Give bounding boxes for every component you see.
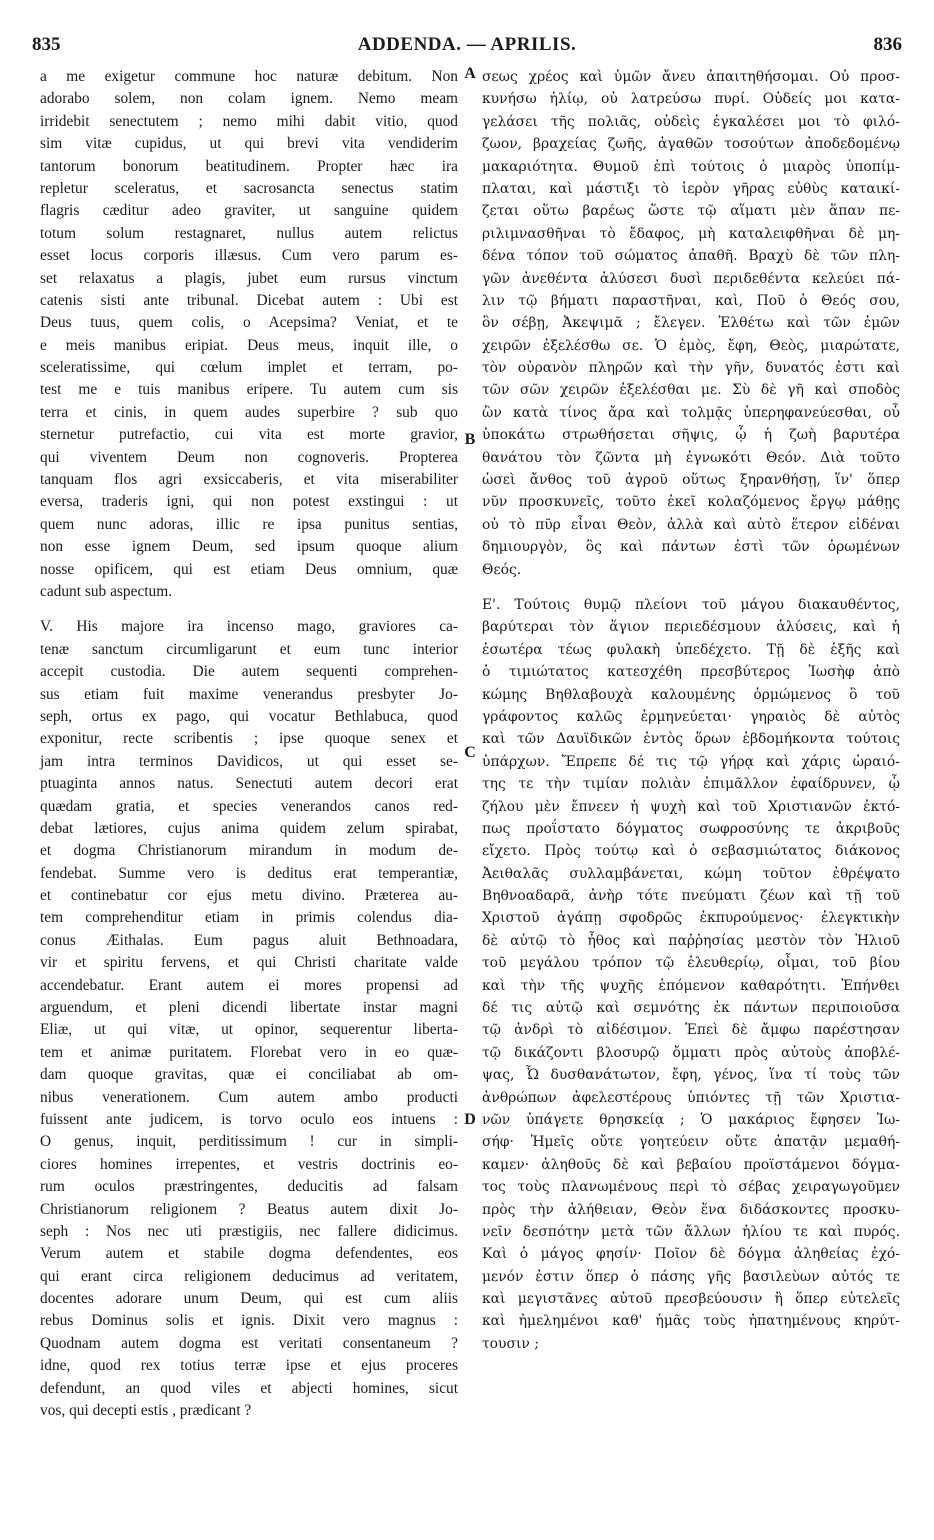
text-line: Christianorum religionem ? Beatus autem dixit Jo- xyxy=(40,1200,458,1218)
section-marker-a: A xyxy=(464,65,476,82)
text-line: tem et animæ puritatem. Florebat vero in eo quæ- xyxy=(40,1043,458,1061)
text-line: Eliæ, ut qui vitæ, ut opinor, sequerentur liberta- xyxy=(40,1021,458,1039)
text-line: a me exigetur commune hoc naturæ debitum. Non xyxy=(40,68,458,85)
text-line: μακαριότητα. Θυμοῦ ἐπὶ τούτοις ὁ μιαρὸς ὑποπίμ- xyxy=(482,158,900,175)
text-line: λιν τῷ βήματι παραστῆναι, καὶ, Ποῦ ὁ Θεός σου, xyxy=(482,292,900,309)
text-line: sim vitæ cupidus, ut qui brevi vita vendiderim xyxy=(40,135,458,153)
text-line: εἴχετο. Πρὸς τούτῳ καὶ ὁ σεβασμιώτατος διάκονος xyxy=(482,843,900,860)
text-line: non esse ignem Deum, sed ipsum quoque alium xyxy=(40,538,458,556)
text-line: δένα τόπον τοῦ σώματος ἀπαθῆ. Βραχὺ δὲ τῶν πλη- xyxy=(482,248,900,265)
text-line: defendunt, an quod viles et abjecti homines, sicut xyxy=(40,1379,458,1397)
text-line: Χριστοῦ ἀγάπῃ σφοδρῶς ἐκπυρούμενος· ἐλεγκτικὴν xyxy=(482,910,900,927)
text-line: docentes adorare unum Deum, qui est cum aliis xyxy=(40,1290,458,1308)
text-line: totum solum restagnaret, nullus autem relictus xyxy=(40,224,458,242)
text-line: σήφ· Ἡμεῖς οὔτε γοητεύειν οὔτε ἀπατᾷν μεμαθή- xyxy=(482,1134,900,1151)
text-line: idne, quod rex totius terræ ipse et ejus proceres xyxy=(40,1357,458,1375)
section-marker-c: C xyxy=(464,744,476,761)
text-line: tenæ sanctum circumligarunt et eum tunc interior xyxy=(40,640,458,658)
text-line: δημιουργὸν, ὃς καὶ πάντων ἐστὶ τῶν ὁρωμένων xyxy=(482,539,900,556)
text-line: et continebatur cor ejus metu divino. Præterea au- xyxy=(40,887,458,905)
text-line: νῶν ὑπάγετε θρησκείᾳ ; Ὁ μακάριος ἔφησεν Ἰω- xyxy=(482,1111,900,1128)
text-line: ptuaginta annos natus. Senectuti autem decori erat xyxy=(40,775,458,793)
text-line: Βηθνοαδαρᾶ, ἀνὴρ τότε πνεύματι ζέων καὶ τῇ τοῦ xyxy=(482,888,900,905)
text-line: exponitur, recte scribentis ; ipse quoque senex et xyxy=(40,730,458,748)
text-line: ὑποκάτω στρωθήσεται σῆψις, ᾧ ἡ ζωὴ βαρυτέρα xyxy=(482,427,900,444)
text-line: ὑπάρχων. Ἔπρεπε δέ τις τῷ γήρᾳ καὶ χάρις ὡραιό- xyxy=(482,753,900,770)
greek-paragraph-1 xyxy=(482,66,900,581)
text-line: καὶ μεγιστᾶνες αὐτοῦ πρεσβεύουσιν ἢ ὅπερ εὐτελεῖς xyxy=(482,1291,900,1308)
text-line: irridebit senectutem ; nemo mihi dabit vitio, quod xyxy=(40,112,458,130)
text-line: quem nunc adoras, illic re ipsa punitus sentias, xyxy=(40,515,458,533)
text-line: conus Æithalas. Eum pagus aluit Bethnoadara, xyxy=(40,931,458,949)
text-line: ὁ τιμιώτατος κατεσχέθη πρεσβύτερος Ἰωσὴφ ἀπὸ xyxy=(482,664,900,681)
greek-column xyxy=(482,66,900,1355)
text-line: πλαται, καὶ μάστιξι τὸ ἱερὸν γῆρας εὐθὺς καταικί- xyxy=(482,180,900,197)
section-marker-d: D xyxy=(464,1111,476,1128)
text-line: κώμης Βηθλαβουχὰ καλουμένης ὁρμώμενος ὃ τοῦ xyxy=(482,686,900,703)
text-line: θανάτου τὸν ζῶντα μὴ ἐγνωκότι Θεόν. Διὰ τοῦτο xyxy=(482,449,900,466)
text-line: Ε'. Τούτοις θυμῷ πλείονι τοῦ μάγου διακαυθέντος, xyxy=(482,596,900,613)
text-line: τῶν σῶν χειρῶν ἐξελέσθαι με. Σὺ δὲ γῆ καὶ σποδὸς xyxy=(482,382,900,399)
text-line: rebus Dominus solis et ignis. Dixit vero magnus : xyxy=(40,1312,458,1330)
text-line: seph : Nos nec uti præstigiis, nec fallere didicimus. xyxy=(40,1222,458,1240)
text-line: tantorum bonorum beatitudinem. Propter hæc ira xyxy=(40,157,458,175)
text-line: ὃν σέβῃ, Ἀκεψιμᾶ ; ἔλεγεν. Ἐλθέτω καὶ τῶν ἐμῶν xyxy=(482,315,900,332)
text-line: ἐσωτέρα τέως φυλακὴ ὑπεδέχετο. Τῇ δὲ ἑξῆς καὶ xyxy=(482,641,900,658)
text-line: seph, ortus ex pago, qui vocatur Bethlabuca, quod xyxy=(40,707,458,725)
page-number-left: 835 xyxy=(32,34,61,55)
text-line: ζήλου μὲν ἔπνεεν ἡ ψυχὴ καὶ τοῦ Χριστιανῶν ἐκτό- xyxy=(482,798,900,815)
text-line: ὡσεὶ ἄνθος τοῦ ἀγροῦ οὕτως ξηρανθήσῃ, ἵν' ὅπερ xyxy=(482,472,900,489)
text-line: accepit custodia. Die autem sequenti comprehen- xyxy=(40,663,458,681)
text-line: γῶν ἀνεθέντα ἁλύσεσι δυσὶ περιδεθέντα κελεύει πά- xyxy=(482,270,900,287)
text-line: tem comprehenditur etiam in primis colendus dia- xyxy=(40,909,458,927)
text-line: σεως χρέος καὶ ὑμῶν ἄνευ ἀπαιτηθήσομαι. Οὐ προσ- xyxy=(482,69,900,85)
text-line: ψας, Ὦ δυσθανάτωτον, ἔφη, γένος, ἵνα τί τοὺς τῶν xyxy=(482,1067,900,1084)
text-line: set relaxatus a plagis, jubet eum rursus vinctum xyxy=(40,269,458,287)
text-line: ciores homines irrepentes, et vestris doctrinis eo- xyxy=(40,1155,458,1173)
text-line: δὲ αὐτῷ τὸ ἦθος καὶ παῤῥησίας μεστὸν τὸν Ἠλιοῦ xyxy=(482,932,900,949)
latin-paragraph-1 xyxy=(40,66,458,603)
text-line: e meis manibus eripiat. Deus meus, inquit ille, o xyxy=(40,336,458,354)
text-line: V. His majore ira incenso mago, graviores ca- xyxy=(40,618,458,636)
paragraph-gap xyxy=(40,603,458,616)
text-line: καὶ ἠμελημένοι καθ' ἡμᾶς τοὺς ἠπατημένους κηρύτ- xyxy=(482,1313,900,1330)
text-line: τοῦ μεγάλου τρόπον τῷ ἐλευθερίῳ, οἶμαι, τοῦ βίου xyxy=(482,955,900,972)
text-line: fendebat. Summe vero is deditus erat temperantiæ, xyxy=(40,864,458,882)
text-line: flagris cæditur adeo graviter, ut sanguine quidem xyxy=(40,202,458,220)
text-line: ὢν κατὰ τίνος ἄρα καὶ τολμᾷς ὑπερηφανεύεσθαι, οὗ xyxy=(482,404,900,421)
text-line: sternetur putrefactio, cui vita est morte gravior, xyxy=(40,426,458,444)
text-line: καὶ τῶν Δαυϊδικῶν ἐντὸς ὅρων ἑβδομήκοντα τούτοις xyxy=(482,731,900,748)
text-line: tanquam flos agri exsiccaberis, et vita miserabiliter xyxy=(40,471,458,489)
text-line: γράφοντος καλῶς ἑρμηνεύεται· γηραιὸς δὲ αὐτὸς xyxy=(482,708,900,725)
text-line: Verum autem et stabile dogma defendentes, eos xyxy=(40,1245,458,1263)
text-line: rum oculos præstringentes, deducitis ad falsam xyxy=(40,1178,458,1196)
text-line: κυνήσω ἡλίῳ, οὐ λατρεύσω πυρί. Οὐδείς μοι κατα- xyxy=(482,91,900,108)
text-line: μενόν ἐστιν ὅπερ ὁ πάσης γῆς βασιλεὺων αὐτός τε xyxy=(482,1268,900,1285)
text-line: ζεται οὕτω βαρέως ὥστε τῷ αἵματι μὲν ἅπαν πε- xyxy=(482,203,900,220)
text-line: τῷ ἀνδρὶ τὸ αἰδέσιμον. Ἐπεὶ δὲ ἄμφω παρέστησαν xyxy=(482,1022,900,1039)
text-line: qui erant circa religionem deducimus ad veritatem, xyxy=(40,1267,458,1285)
text-line: τος τοὺς πλανωμένους περὶ τὸ σέβας χειραγωγοῦμεν xyxy=(482,1179,900,1196)
text-line: πρὸς τὴν ἀλήθειαν, Θεὸν ἕνα διδάσκοντες προσκυ- xyxy=(482,1201,900,1218)
text-line: adorabo solem, non colam ignem. Nemo meam xyxy=(40,90,458,108)
text-line: Καὶ ὁ μάγος φησίν· Ποῖον δὲ δόγμα ἀληθείας ἐχό- xyxy=(482,1246,900,1263)
running-title: ADDENDA. — APRILIS. xyxy=(357,34,577,55)
text-line: Θεός. xyxy=(482,561,522,578)
text-line: test me e tuis manibus eripere. Tu autem cum sis xyxy=(40,381,458,399)
text-line: sus etiam fuit maxime venerandus presbyter Jo- xyxy=(40,685,458,703)
text-line: ζωον, βραχείας ζωῆς, ἀγαθῶν τοσούτων ἀποδεδομένῳ xyxy=(482,136,900,153)
text-line: quædam gratia, et species venerandos canos red- xyxy=(40,797,458,815)
latin-paragraph-2 xyxy=(40,616,458,1422)
text-line: οὐ τὸ πῦρ εἶναι Θεὸν, ἀλλὰ καὶ αὐτὸ ἕτερον εἰδέναι xyxy=(482,516,900,533)
text-line: repletur sceleratus, et sacrosancta senectus statim xyxy=(40,179,458,197)
text-line: sceleratissime, qui cœlum implet et terram, po- xyxy=(40,359,458,377)
greek-paragraph-2 xyxy=(482,594,900,1355)
text-line: πως προΐστατο δόγματος σωφροσύνης τε ἀκριβοῦς xyxy=(482,820,900,837)
text-line: nosse opificem, qui est etiam Deus omnium, quæ xyxy=(40,560,458,578)
text-line: jam intra terminos Davidicos, ut qui esset se- xyxy=(40,752,458,770)
text-line: nibus venerationem. Cum autem ambo producti xyxy=(40,1088,458,1106)
text-line: qui viventem Deum non cognoveris. Propterea xyxy=(40,448,458,466)
text-line: τὸν οὐρανὸν πληρῶν καὶ τὴν γῆν, δυνατός ἐστι καὶ xyxy=(482,360,900,377)
text-line: dam quoque gravitas, quæ ei conciliabat ab om- xyxy=(40,1066,458,1084)
text-line: τῷ δικάζοντι βλοσυρῷ ὄμματι πρὸς αὐτοὺς ἀποβλέ- xyxy=(482,1044,900,1061)
text-line: τουσιν ; xyxy=(482,1335,539,1352)
text-line: της τε τὴν τιμίαν πολιὰν ἐπιμᾶλλον ἐφαίδρυνεν, ᾧ xyxy=(482,776,900,793)
running-header xyxy=(32,34,902,58)
text-line: catenis sisti ante tribunal. Dicebat autem : Ubi est xyxy=(40,291,458,309)
section-marker-b: B xyxy=(464,431,476,448)
text-line: ριλιμνασθῆναι τὸ ἔδαφος, μὴ καταλειφθῆναι δὲ μη- xyxy=(482,225,900,242)
text-line: καμεν· ἀληθοῦς δὲ καὶ βεβαίου προϊστάμενοι δόγμα- xyxy=(482,1156,900,1173)
text-line: χειρῶν ἐξελέσθω σε. Ὁ ἐμὸς, ἔφη, Θεὸς, μιαρώτατε, xyxy=(482,337,900,354)
text-line: βαρύτεραι τὸν ἅγιον περιεδέσμουν ἁλύσεις, καὶ ἡ xyxy=(482,619,900,636)
text-line: et dogma Christianorum mirandum in modum de- xyxy=(40,842,458,860)
text-line: νῦν προσκυνεῖς, τοῦτο ἐκεῖ κολαζόμενος ἔργῳ μάθῃς xyxy=(482,494,900,511)
text-line: δέ τις αὐτῷ καὶ σεμνότης ἐκ πάντων περιποιοῦσα xyxy=(482,1000,900,1017)
text-line: καὶ τὴν τῆς ψυχῆς ἑπόμενον καθαρότητι. Ἐπήνθει xyxy=(482,977,900,994)
text-line: ἀνθρώπων ἀφελεστέρους ὑπιόντες τῇ τῶν Χριστια- xyxy=(482,1089,900,1106)
text-line: vos, qui decepti estis , prædicant ? xyxy=(40,1402,252,1420)
text-line: Deus tuus, quem colis, o Acepsima? Veniat, et te xyxy=(40,314,458,332)
latin-column xyxy=(40,66,458,1422)
page-number-right: 836 xyxy=(873,34,902,55)
text-line: γελάσει τῆς πολιᾶς, οὐδεὶς ἐγκαλέσει μοι τὸ φιλό- xyxy=(482,113,900,130)
text-line: eversa, traderis igni, qui non potest exstingui : ut xyxy=(40,493,458,511)
text-line: O genus, inquit, perditissimum ! cur in simpli- xyxy=(40,1133,458,1151)
text-line: vir et spiritu fervens, et qui Christi charitate valde xyxy=(40,954,458,972)
text-line: accendebatur. Erant autem ei mores propensi ad xyxy=(40,976,458,994)
text-line: Quodnam autem dogma est veritati consentaneum ? xyxy=(40,1334,458,1352)
text-line: cadunt sub aspectum. xyxy=(40,582,173,600)
paragraph-gap xyxy=(482,581,900,594)
text-line: fuissent ante judicem, is torvo oculo eos intuens : xyxy=(40,1110,458,1128)
text-line: Ἀειθαλᾶς συλλαμβάνεται, κώμη τοῦτον ἐθρέψατο xyxy=(482,865,900,882)
text-line: terra et cinis, in quem audes superbire ? sub quo xyxy=(40,403,458,421)
text-line: esset locus corporis illæsus. Cum vero parum es- xyxy=(40,247,458,265)
text-line: arguendum, et pleni dicendi libertate instar magni xyxy=(40,999,458,1017)
text-line: νεῖν δεσπότην μετὰ τῶν ἄλλων ἡλίου τε καὶ πυρός. xyxy=(482,1223,900,1240)
text-line: debat lætiores, cujus anima quidem zelum spirabat, xyxy=(40,819,458,837)
